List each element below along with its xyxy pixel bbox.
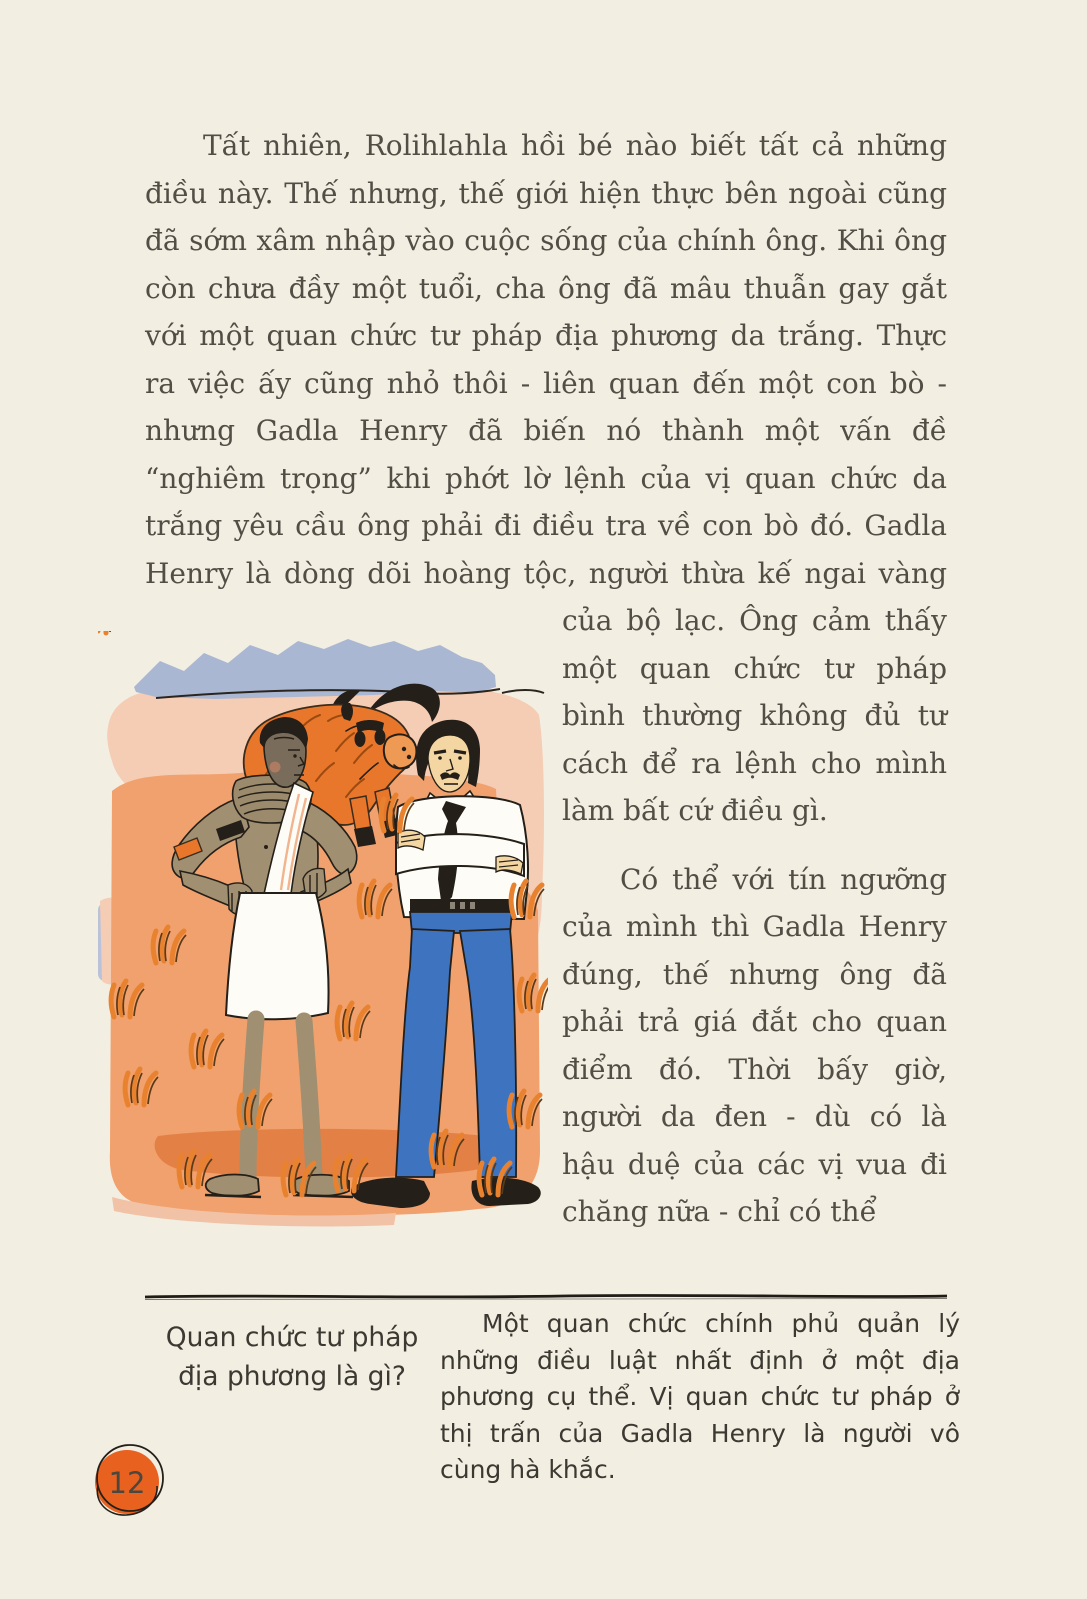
paragraph-1-text-before-image: Tất nhiên, Rolihlahla hồi bé nào biết tất cả những điều này. Thế nhưng, thế giới hiện thực bên ngoài cũng đã sớm xâm nhập vào cuộc sống của chính ông. Khi ông còn chưa đầy một tuổi, cha ông đã mâu thuẫn gay gắt với một quan chức tư pháp địa phương da trắng. Thực ra việc ấy cũng nhỏ thôi - liên quan đến một con bò - nhưng Gadla Henry đã biến nó thành một vấn đề “nghiêm trọng” khi phớt lờ lệnh của vị quan chức da trắng yêu cầu ông phải đi điều tra về con bò đó. Gadla Henry là dòng dõi hoàng tộc, người [145,129,947,590]
glossary-answer: Một quan chức chính phủ quản lý những điều luật nhất định ở một địa phương cụ thể. Vị quan chức tư pháp ở thị trấn của Gadla Henry là người vô cùng hà khắc. [440,1309,960,1484]
bull-eye-left [355,731,366,747]
white-skirt [226,893,329,1019]
body-text-column [145,122,947,1243]
glossary-question: Quan chức tư pháp địa phương là gì? [165,1322,419,1392]
bull-eye-right [375,729,386,745]
page-number-badge [84,1436,172,1524]
eyebrow-left [434,751,446,753]
bull-muzzle [384,734,417,768]
paragraph-1-text-after-image: thừa kế ngai vàng của bộ lạc. Ông cảm thấy một quan chức tư pháp bình thường không đủ tư cách để ra lệnh cho mình làm bất cứ điều gì. [562,556,948,827]
page-number: 12 [108,1466,146,1500]
paragraph-2: Có thể với tín ngưỡng của mình thì Gadla Henry đúng, thế nhưng ông đã phải trả giá đắt cho quan điểm đó. Thời bấy giờ, người da đen - dù có là hậu duệ của các vị vua đi chăng nữa - chỉ có thể [562,862,947,1228]
illustration [98,631,548,1243]
eyebrow-right [454,751,466,753]
cheek-blush [270,762,281,773]
paragraph-1 [145,122,947,835]
ground-shadow [155,1129,507,1178]
divider-ink-line [145,1295,947,1297]
man-right-leg [304,1021,314,1175]
footer-divider [143,1287,949,1297]
